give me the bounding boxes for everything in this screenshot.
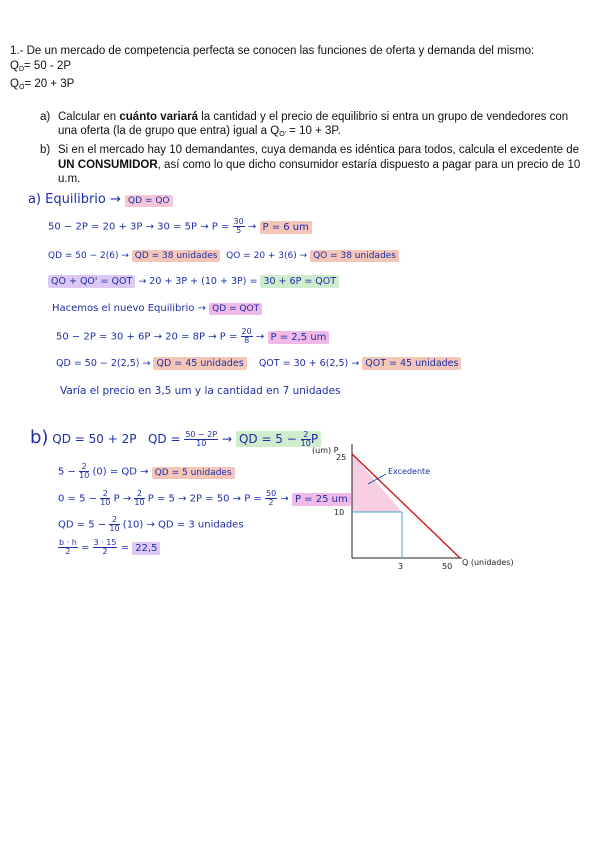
part-b-line-2 — [58, 463, 235, 480]
b-l3-a: 0 = 5 − — [58, 493, 98, 505]
part-a-line-6 — [56, 357, 461, 371]
b-l2-b: (0) = QD → — [92, 466, 149, 478]
b-l4-b: (10) → QD = 3 unidades — [122, 519, 244, 531]
qd-sub: D — [18, 65, 25, 73]
a-l5-num: 20 — [241, 327, 252, 336]
a-l5-frac — [241, 328, 253, 345]
y-tick-top: 25 — [336, 453, 347, 462]
qd-rest: = 50 - 2P — [24, 59, 72, 72]
a-l6-a: QD = 50 − 2(2,5) → — [56, 358, 151, 369]
part-a-line-4 — [52, 302, 262, 316]
b-l3-frac3 — [265, 490, 277, 507]
b-l3-den: 10 — [100, 498, 111, 507]
b-l5-den2: 2 — [102, 547, 108, 556]
question-a — [10, 110, 590, 143]
question-a-bold: cuánto variará — [119, 110, 198, 123]
a-l2-hl1: QD = 38 unidades — [132, 250, 221, 262]
b-l5-den1: 2 — [65, 547, 71, 556]
b-l3-d: → — [280, 493, 289, 505]
question-a-text-2: la cantidad y el precio de equilibrio si entra un grupo de vendedores con una oferta (la de grupo que entra) igual a Q — [58, 110, 569, 138]
b-l4-num: 2 — [109, 516, 119, 525]
b-l1-hl-b: P — [310, 432, 319, 446]
x-tick-end: 50 — [442, 562, 453, 571]
qd-label: Q — [10, 59, 19, 72]
b-l2-num: 2 — [79, 463, 89, 472]
b-l1-frac — [184, 431, 218, 448]
a-l3-hl: QO + QO' = QOT — [48, 275, 135, 288]
b-l4-den: 10 — [109, 524, 120, 533]
part-a-line-3 — [48, 275, 339, 289]
b-l1-a: QD = 50 + 2P — [52, 432, 137, 446]
question-a-sub: O' — [279, 131, 286, 139]
b-l4-frac — [109, 516, 119, 533]
supply-function — [10, 77, 590, 96]
b-l1-num: 50 − 2P — [185, 430, 218, 439]
demand-graph — [300, 438, 530, 578]
part-a-line-7 — [60, 384, 341, 398]
qo-rest: = 20 + 3P — [24, 78, 75, 91]
b-l1-hl-den: 10 — [300, 439, 311, 448]
b-l3-b: P → — [113, 493, 132, 505]
b-l5-eq2: = — [120, 542, 130, 554]
b-l1-arrow: → — [222, 432, 233, 446]
b-l5-frac1 — [58, 539, 78, 556]
b-l3-hl: P = 25 um — [292, 493, 351, 506]
a-l1-arrow: → — [247, 221, 257, 233]
b-l2-den: 10 — [79, 471, 90, 480]
question-a-mark: a) — [40, 110, 51, 123]
b-l2-frac — [79, 463, 89, 480]
b-l4-b-wrap — [123, 520, 244, 531]
a-l6-hl: QD = 45 unidades — [153, 357, 246, 370]
part-b-line-5 — [58, 539, 160, 556]
a-l5-a: 50 − 2P = 30 + 6P → 20 = 8P → P = — [56, 331, 238, 343]
a-l2-b: QO = 20 + 3(6) → — [226, 251, 308, 261]
b-l1-b: QD = — [147, 432, 181, 446]
b-l5-num2: 3 · 15 — [93, 538, 117, 547]
b-l3-frac2 — [134, 490, 144, 507]
a-l5-hl: P = 2,5 um — [268, 331, 330, 344]
a-l2-a: QD = 50 − 2(6) → — [48, 251, 129, 261]
demand-function — [10, 59, 590, 78]
a-l1-den: 5 — [236, 226, 242, 235]
question-b-bold: UN CONSUMIDOR — [58, 158, 158, 171]
b-l3-num3: 50 — [265, 489, 277, 498]
excedente-label: Excedente — [388, 467, 431, 476]
b-l2-hl: QD = 5 unidades — [152, 467, 235, 479]
part-a-line-1 — [48, 218, 312, 235]
part-a-line-2 — [48, 249, 399, 263]
a-l5-arrow: → — [255, 331, 265, 343]
b-l5-frac2 — [93, 539, 118, 556]
b-l4-a: QD = 5 − — [58, 519, 107, 531]
x-axis-label: Q (unidades) — [462, 558, 514, 567]
question-b-mark: b) — [40, 143, 51, 156]
b-l2-a: 5 − — [58, 466, 76, 478]
b-l3-frac1 — [100, 490, 110, 507]
b-l3-num2: 2 — [134, 490, 144, 499]
a-l6-b: QOT = 30 + 6(2,5) → — [258, 358, 360, 369]
consumer-surplus-area — [352, 454, 402, 512]
question-a-text-1: Calcular en — [58, 110, 120, 123]
a-l4-text: Hacemos el nuevo Equilibrio → — [52, 303, 206, 314]
a-l7-text: Varía el precio en 3,5 um y la cantidad en 7 unidades — [60, 385, 341, 397]
a-l2-hl2: QO = 38 unidades — [310, 250, 399, 262]
part-a-heading-text: a) Equilibrio → — [28, 192, 121, 207]
a-l3-hl2: 30 + 6P = QOT — [260, 275, 339, 288]
question-a-text-3: = 10 + 3P. — [285, 125, 341, 138]
part-b-heading: b) — [30, 427, 49, 448]
x-tick-mid: 3 — [398, 562, 404, 571]
a-l6-hl2: QOT = 45 unidades — [362, 357, 461, 370]
b-l1-hl-num: 2 — [301, 431, 311, 440]
question-b-text-1: Si en el mercado hay 10 demandantes, cuya demanda es idéntica para todos, calcula el excedente de — [58, 143, 580, 156]
y-tick-mid: 10 — [334, 508, 345, 517]
problem-statement — [10, 44, 590, 187]
a-l1-num: 30 — [233, 217, 244, 226]
b-l5-num1: b · h — [59, 538, 77, 547]
part-a-heading — [28, 193, 173, 208]
a-l1-text: 50 − 2P = 20 + 3P → 30 = 5P → P = — [48, 221, 230, 233]
question-b — [10, 143, 590, 187]
part-b-line-1 — [30, 427, 321, 448]
b-l1-den: 10 — [196, 439, 207, 448]
a-l5-den: 8 — [244, 336, 250, 345]
a-l3-a: → 20 + 3P + (10 + 3P) = — [138, 276, 258, 287]
problem-intro: 1.- De un mercado de competencia perfecta se conocen las funciones de oferta y demanda del mismo: — [10, 45, 535, 57]
part-b-line-4 — [58, 516, 244, 533]
a-l4-hl: QD = QOT — [209, 303, 262, 315]
b-l3-den3: 2 — [268, 498, 274, 507]
a-l1-hl: P = 6 um — [260, 221, 312, 234]
b-l3-c: P = 5 → 2P = 50 → P = — [147, 493, 262, 505]
b-l3-num: 2 — [100, 490, 110, 499]
qo-label: Q — [10, 78, 19, 91]
y-axis-label: (um) P — [312, 446, 339, 455]
question-b-text-2: , así como lo que dicho consumidor estaría dispuesto a pagar para un precio de 10 u.m. — [58, 158, 581, 186]
part-a-line-5 — [56, 328, 329, 345]
part-a-heading-hl: QD = QO — [125, 195, 172, 207]
a-l1-frac — [233, 218, 245, 235]
qo-sub: O — [18, 84, 25, 92]
b-l1-hl-a: QD = 5 − — [238, 432, 297, 446]
b-l3-den2: 10 — [134, 498, 145, 507]
b-l5-eq: = — [80, 542, 90, 554]
b-l5-res: 22,5 — [132, 542, 160, 555]
